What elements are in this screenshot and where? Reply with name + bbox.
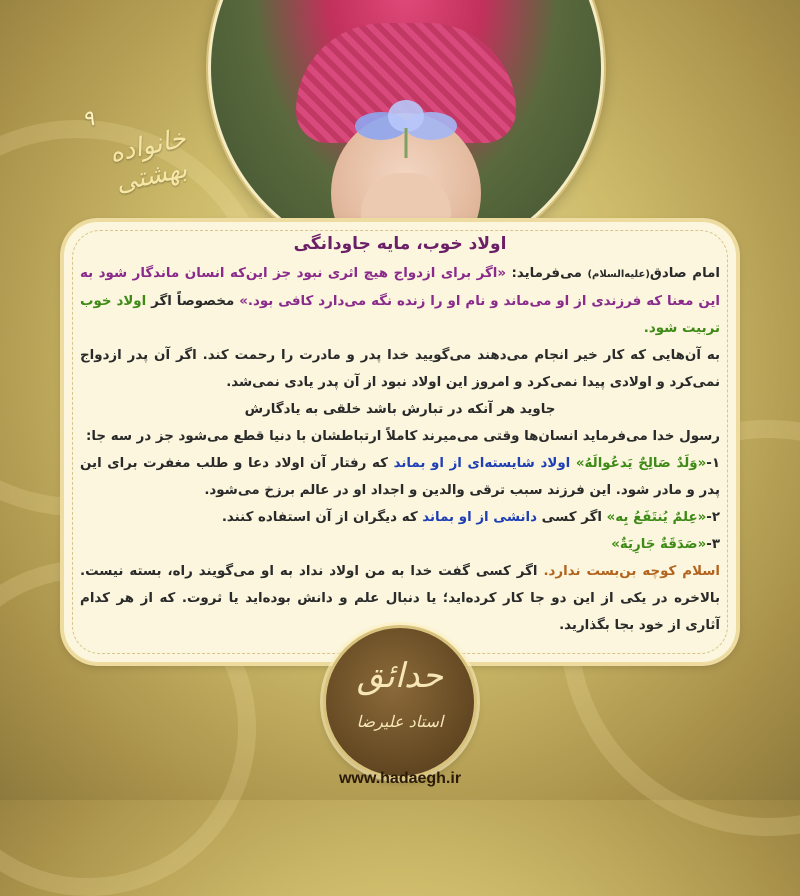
paragraph-explanation: به آن‌هایی که کار خیر انجام می‌دهند می‌گویید خدا پدر و مادرت را رحمت کند. اگر آن پدر ازدواج نمی‌کرد و اولادی پیدا نمی‌کرد و امروز این اولاد نبود از آن پدر یادی نمی‌شد. xyxy=(80,348,720,390)
hadith-quote: «اگر برای ازدواج هیچ اثری نبود جز این‌که انسان ماندگار شود به این معنا که فرزندی از او می‌ماند و نام او را زنده نگه می‌دارد کافی بود.» xyxy=(80,266,720,309)
item-number: ۱- xyxy=(706,456,721,471)
brand-name: خانواده بهشتی xyxy=(106,123,190,199)
conclusion-highlight: اسلام کوچه بن‌بست ندارد. xyxy=(543,564,720,579)
conclusion-text: اگر کسی گفت خدا به من اولاد نداد به او می‌گویند راه، بسته نیست. بالاخره در یکی از این دو جا کار کرده‌اید؛ یا دنبال علم و دانش بوده‌اید یا ثروت. که از هر کدام آثاری از خود بجا بگذارید. xyxy=(80,564,720,633)
item-arabic: «عِلمٌ يُنتَفَعُ بِه» xyxy=(606,510,707,525)
paragraph-conclusion xyxy=(80,558,720,639)
item-number: ۲- xyxy=(706,510,720,525)
item-number: ۳- xyxy=(706,537,720,552)
item-highlight: اولاد شایسته‌ای از او بماند xyxy=(393,456,576,471)
hadith-speaker: امام صادق xyxy=(649,266,720,281)
item-text: اگر کسی xyxy=(536,510,607,525)
flower-icon xyxy=(351,98,461,158)
honorific: (علیه‌السلام) xyxy=(587,269,650,280)
list-item-3 xyxy=(80,531,720,558)
seal-subtitle: استاد علیرضا xyxy=(356,712,444,731)
item-text: که رفتار آن اولاد دعا و طلب مغفرت برای این پدر و مادر شود. این فرزند سبب ترقی والدین و اجداد او در عالم برزخ می‌شود. xyxy=(80,456,720,498)
hadith-note: مخصوصاً اگر xyxy=(146,294,240,309)
item-arabic: «وَلَدٌ صَالِحٌ يَدعُوالَهُ» xyxy=(575,456,707,471)
author-seal xyxy=(326,628,474,776)
item-highlight: دانشی از او بماند xyxy=(422,510,537,525)
article-panel xyxy=(64,222,736,662)
list-item-1 xyxy=(80,450,720,504)
verse-line: جاوید هر آنکه در تبارش باشد خلقی به یادگارش xyxy=(244,402,556,417)
hadith-highlight: اولاد خوب تربیت شود. xyxy=(80,294,720,336)
article-title: اولاد خوب، مایه جاودانگی xyxy=(293,234,507,254)
list-item-2 xyxy=(80,504,720,531)
item-text: که دیگران از آن استفاده کنند. xyxy=(221,510,423,525)
paragraph-hadith xyxy=(80,260,720,342)
seal-title: حدائق xyxy=(356,656,444,696)
website-url[interactable]: www.hadaegh.ir xyxy=(338,770,462,787)
brand-logo xyxy=(79,87,225,199)
paragraph-prophet: رسول خدا می‌فرماید انسان‌ها وقتی می‌میرند کاملاً ارتباطشان با دنیا قطع می‌شود جز در سه جا: xyxy=(86,429,720,444)
item-arabic: «صَدَقَةٌ جَارِيَةٌ» xyxy=(611,537,707,552)
brand-number: ۹ xyxy=(79,106,97,133)
hadith-intro: می‌فرماید: xyxy=(506,266,588,281)
